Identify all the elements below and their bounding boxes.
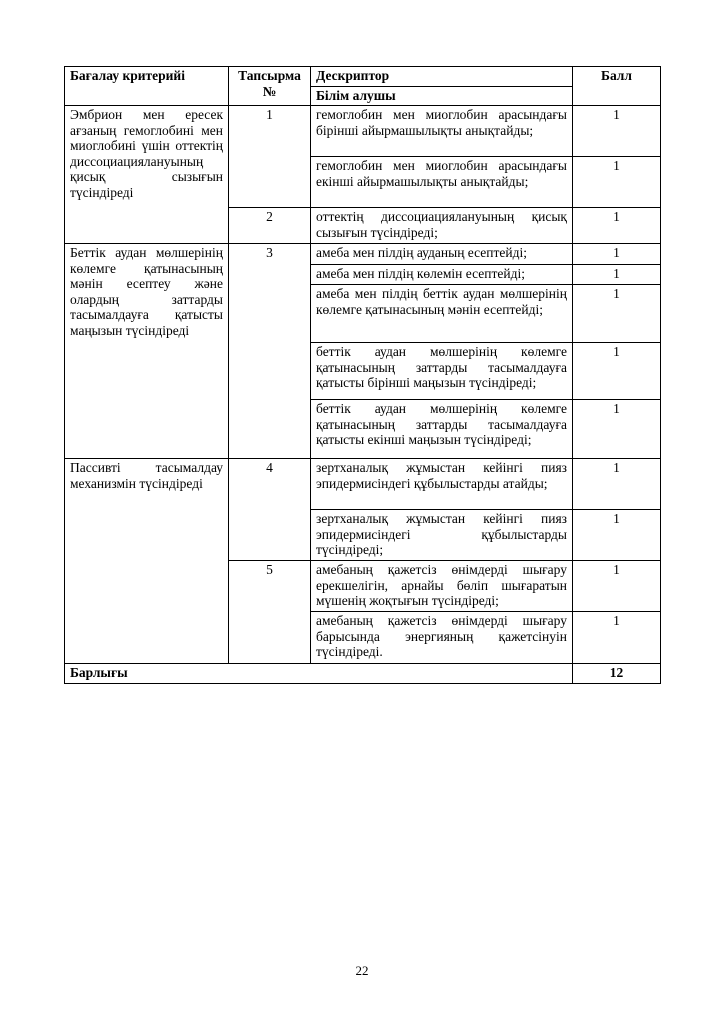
descriptor-cell: оттектің диссоциациялануының қисық сызығын түсіндіреді; [311, 208, 573, 244]
table-row [65, 106, 661, 157]
task-number-cell: 3 [229, 244, 311, 459]
descriptor-cell: амеба мен пілдің беттік аудан мөлшерінің көлемге қатынасының мәнін есептейді; [311, 285, 573, 343]
descriptor-cell: беттік аудан мөлшерінің көлемге қатынасының заттарды тасымалдауға қатысты екінші маңызын түсіндіреді; [311, 400, 573, 459]
score-cell: 1 [573, 459, 661, 510]
page-number: 22 [355, 963, 369, 978]
total-label: Барлығы [65, 664, 573, 684]
criterion-cell: Беттік аудан мөлшерінің көлемге қатынасының мәнін есептеу және олардың заттарды тасымалдауға қатысты маңызын түсіндіреді [65, 244, 229, 459]
score-cell: 1 [573, 106, 661, 157]
learner-subheader: Білім алушы [311, 86, 573, 106]
task-number-header: Тапсырма № [229, 67, 311, 106]
score-cell: 1 [573, 157, 661, 208]
score-header: Балл [573, 67, 661, 106]
descriptor-cell: амебаның қажетсіз өнімдерді шығару ерекшелігін, арнайы бөліп шығаратын мүшенің жоқтығын түсіндіреді; [311, 561, 573, 612]
descriptor-cell: амебаның қажетсіз өнімдерді шығару барысында энергияның қажетсінуін түсіндіреді. [311, 612, 573, 664]
descriptor-header: Дескриптор [311, 67, 573, 87]
task-number-cell: 2 [229, 208, 311, 244]
header-row [65, 67, 661, 87]
criterion-cell: Пассивті тасымалдау механизмін түсіндіреді [65, 459, 229, 664]
score-cell: 1 [573, 561, 661, 612]
task-number-cell: 4 [229, 459, 311, 561]
criterion-cell: Эмбрион мен ересек ағзаның гемоглобині мен миоглобині үшін оттектің диссоциациялануының қисық сызығын түсіндіреді [65, 106, 229, 244]
descriptor-cell: беттік аудан мөлшерінің көлемге қатынасының заттарды тасымалдауға қатысты бірінші маңызын түсіндіреді; [311, 343, 573, 400]
score-cell: 1 [573, 208, 661, 244]
total-row [65, 664, 661, 684]
score-cell: 1 [573, 265, 661, 285]
descriptor-cell: амеба мен пілдің көлемін есептейді; [311, 265, 573, 285]
descriptor-cell: зертханалық жұмыстан кейінгі пияз эпидермисіндегі құбылыстарды атайды; [311, 459, 573, 510]
score-cell: 1 [573, 400, 661, 459]
table-row [65, 244, 661, 265]
total-score: 12 [573, 664, 661, 684]
score-cell: 1 [573, 612, 661, 664]
score-cell: 1 [573, 244, 661, 265]
table-row [65, 459, 661, 510]
score-cell: 1 [573, 510, 661, 561]
task-number-cell: 1 [229, 106, 311, 208]
descriptor-cell: гемоглобин мен миоглобин арасындағы екінші айырмашылықты анықтайды; [311, 157, 573, 208]
score-cell: 1 [573, 285, 661, 343]
descriptor-cell: зертханалық жұмыстан кейінгі пияз эпидермисіндегі құбылыстарды түсіндіреді; [311, 510, 573, 561]
descriptor-cell: амеба мен пілдің ауданың есептейді; [311, 244, 573, 265]
criteria-header: Бағалау критерийі [65, 67, 229, 106]
task-number-cell: 5 [229, 561, 311, 664]
descriptor-cell: гемоглобин мен миоглобин арасындағы бірінші айырмашылықты анықтайды; [311, 106, 573, 157]
score-cell: 1 [573, 343, 661, 400]
assessment-rubric-table [64, 66, 661, 684]
